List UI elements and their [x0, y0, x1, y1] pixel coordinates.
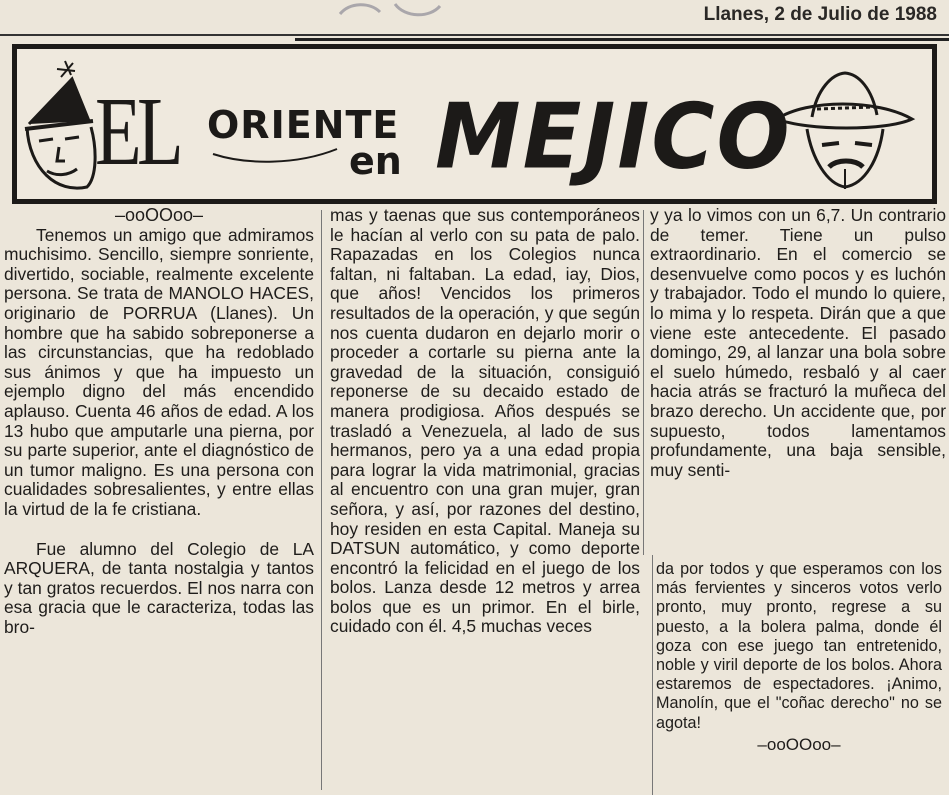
article-paragraph: Fue alumno del Colegio de LA ARQUERA, de tanta nostalgia y tantos y tan gratos recuerdos. El nos narra con esa gracia que le caracteriza, todas las bro- — [4, 538, 314, 637]
masthead-el: EL — [95, 78, 180, 186]
top-rule-thick — [295, 38, 949, 41]
article-paragraph: da por todos y que esperamos con los más fervientes y sinceros votos verlo pronto, muy pronto, regrese a su puesto, a la bolera palma, donde él goza con ese juego tan entretenido, noble y viril deporte de los bolos. Ahora estaremos de espectadores. ¡Animo, Manolín, que el "coñac derecho" no se agota! — [656, 560, 942, 732]
masthead-en: en — [349, 139, 402, 183]
column-rule — [652, 555, 654, 795]
ornament-open: –ooOOoo– — [114, 205, 204, 225]
article-column-2 — [330, 206, 640, 637]
top-rule — [0, 34, 949, 36]
ornament-close: –ooOOoo– — [757, 734, 841, 754]
clown-face-icon — [25, 61, 95, 188]
masthead-mejico: MEJICO — [435, 84, 792, 190]
article-column-1 — [4, 206, 314, 637]
masthead-oriente: ORIENTE — [207, 103, 400, 147]
article-paragraph: mas y taenas que sus contemporáneos le hacían al verlo con su pata de palo. Rapazadas en los Colegios nunca faltan, ni faltaban. La edad, iay, Dios, que años! Vencidos los primeros resultados de la operación, y que según nos cuenta dudaron en dejarlo morir o proceder a cortarle su pierna ante la gravedad de la situación, consiguió reponerse de su decaido estado de manera prodigiosa. Años después se trasladó a Venezuela, al lado de sus hermanos, pero ya a una edad propia para lograr la vida matrimonial, gracias al encuentro con una gran mujer, gran señora, y así, por razones del destino, hoy residen en esta Capital. Maneja su DATSUN automático, y como deporte encontró la felicidad en el juego de los bolos. Lanza desde 12 metros y arrea bolos que es un primor. En el birle, cuidado con él. 4,5 muchas veces — [330, 205, 640, 637]
article-paragraph: y ya lo vimos con un 6,7. Un contrario de temer. Tiene un pulso extraordinario. En el comercio se desenvuelve como pocos y es luchón y trabajador. Todo el mundo lo quiere, lo mima y lo respeta. Dirán que a que viene este antecedente. El pasado domingo, 29, al lanzar una bola sobre el suelo húmedo, resbaló y al caer hacia atrás se fracturó la muñeca del brazo derecho. Un accidente que, por supuesto, todos lamentamos profundamente, una baja sensible, muy senti- — [650, 205, 946, 480]
dateline: Llanes, 2 de Julio de 1988 — [703, 4, 937, 25]
article-column-3-continued — [656, 560, 942, 754]
article-column-3 — [650, 206, 946, 480]
masthead-banner — [12, 44, 937, 204]
column-rule — [321, 210, 322, 790]
sombrero-face-icon — [777, 73, 912, 189]
article-paragraph: Tenemos un amigo que admiramos muchisimo. Sencillo, siempre sonriente, divertido, sociable, realmente excelente persona. Se trata de MANOLO HACES, originario de PORRUA (Llanes). Un hombre que ha sabido sobreponerse a las circunstancias, que ha redoblado sus ánimos y que ha impuesto un ejemplo digno del más encendido aplauso. Cuenta 46 años de edad. A los 13 hubo que amputarle una pierna, por su parte superior, ante el diagnóstico de un tumor maligno. Es una persona con cualidades sobresalientes, y entre ellas la virtud de la fe cristiana. — [4, 224, 314, 519]
masthead-fragment-icon — [335, 0, 445, 18]
column-rule — [643, 210, 644, 555]
